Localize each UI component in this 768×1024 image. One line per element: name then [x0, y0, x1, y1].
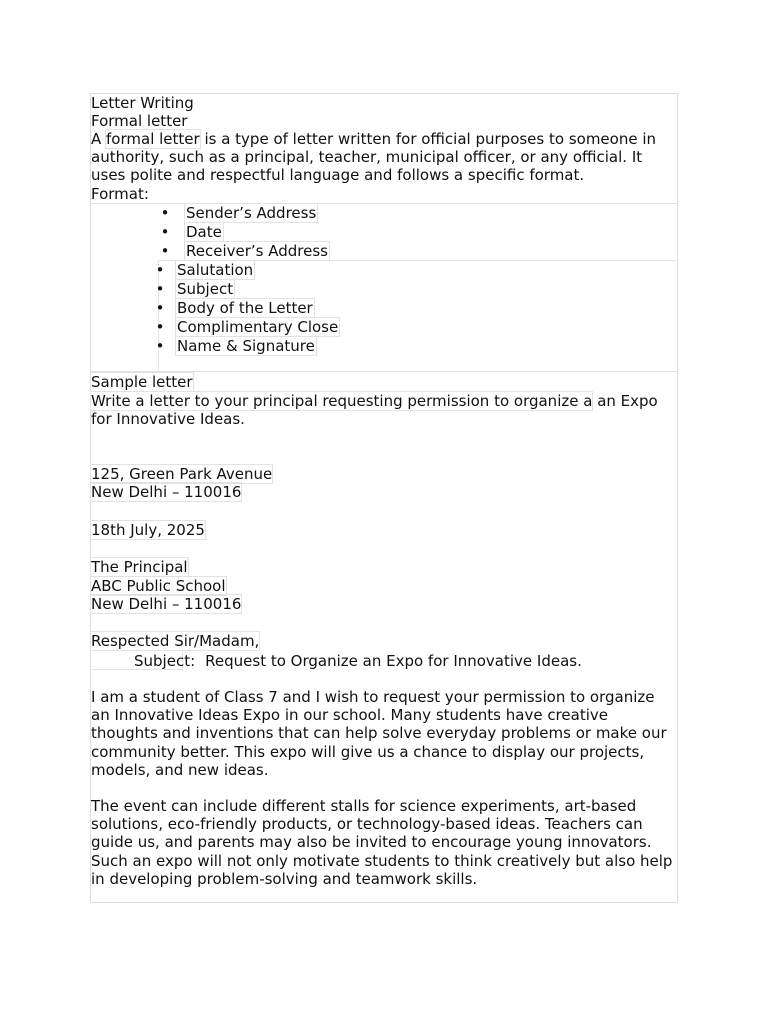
document-page	[90, 93, 678, 903]
bullet-icon: •	[160, 204, 170, 222]
list-item-text: Receiver’s Address	[186, 242, 328, 260]
format-group-1	[91, 203, 677, 261]
sample-label: Sample letter	[91, 373, 193, 391]
format-label: Format:	[91, 185, 149, 203]
list-item-text: Body of the Letter	[177, 299, 313, 317]
list-item-text: Complimentary Close	[177, 318, 339, 336]
bullet-icon: •	[155, 280, 165, 298]
sender-address-line2: New Delhi – 110016	[91, 483, 242, 501]
bullet-icon: •	[155, 337, 165, 355]
subject-text: Request to Organize an Expo for Innovative Ideas.	[205, 652, 582, 670]
list-item-text: Salutation	[177, 261, 254, 279]
salutation: Respected Sir/Madam,	[91, 632, 260, 650]
list-item-text: Name & Signature	[177, 337, 315, 355]
sender-address-line1: 125, Green Park Avenue	[91, 465, 273, 483]
document-subtitle: Formal letter	[91, 112, 188, 130]
document-title: Letter Writing	[91, 94, 194, 112]
receiver-address-line2: ABC Public School	[91, 577, 226, 595]
bullet-icon: •	[155, 261, 165, 279]
intro-term: formal letter	[106, 130, 200, 148]
letter-date: 18th July, 2025	[91, 521, 205, 539]
list-item-text: Date	[186, 223, 222, 241]
intro-prefix: A	[91, 130, 107, 148]
sample-prompt-rest: an Expo for Innovative Ideas.	[91, 392, 658, 429]
bullet-icon: •	[160, 242, 170, 260]
list-item-text: Subject	[177, 280, 234, 298]
bullet-icon: •	[160, 223, 170, 241]
intro-paragraph	[91, 130, 677, 185]
intro-rest: is a type of letter written for official purposes to someone in authority, such as a principal, teacher, municipal officer, or any official. It uses polite and respectful language and follows a specific format.	[91, 130, 657, 185]
bullet-icon: •	[155, 318, 165, 336]
sample-letter-section	[91, 371, 677, 903]
sample-prompt	[91, 392, 677, 428]
list-item-text: Sender’s Address	[186, 204, 317, 222]
body-paragraph-1: I am a student of Class 7 and I wish to request your permission to organize an Innovative Ideas Expo in our school. Many students have creative thoughts and inventions that can help solve everyday problems or make our community better. This expo will give us a chance to display our projects, models, and new ideas.	[91, 688, 667, 779]
receiver-address-line3: New Delhi – 110016	[91, 595, 242, 613]
receiver-address-line1: The Principal	[91, 558, 188, 576]
bullet-icon: •	[155, 299, 165, 317]
subject-line	[134, 652, 582, 670]
subject-label: Subject:	[134, 652, 196, 670]
sample-prompt-main: Write a letter to your principal requesting permission to organize a	[91, 392, 593, 410]
body-paragraph-2: The event can include different stalls for science experiments, art-based solutions, eco-friendly products, or technology-based ideas. Teachers can guide us, and parents may also be invited to encourage young innovators. Such an expo will not only motivate students to think creatively but also help in developing problem-solving and teamwork skills.	[91, 797, 673, 888]
format-group-2	[155, 260, 678, 372]
